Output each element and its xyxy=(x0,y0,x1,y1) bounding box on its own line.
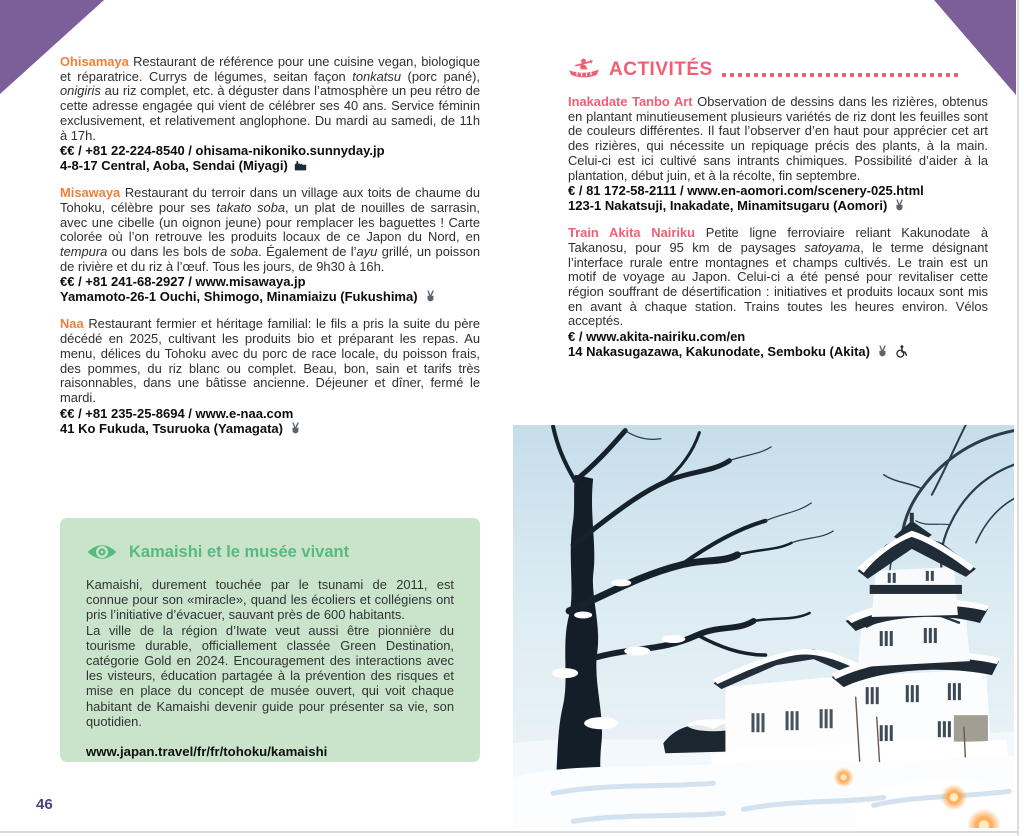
listing-contact: €€ / +81 235-25-8694 / www.e-naa.com xyxy=(60,405,294,421)
listing-body: Inakadate Tanbo Art Observation de dessins dans les rizières, obtenus en plantant minutieusement plusieurs variétés de riz dont les feuilles sont de couleurs différentes. Il faut l’observer d’en haut pour apprécier cet art des rizières, qui nécessite un repiquage précis des plants, à la main. Celui-ci est ici cultivé sans intrants chimiques. Possibilité d’aider à la plantation, début juin, et à la récolte, fin septembre. xyxy=(568,94,988,183)
listing xyxy=(568,95,988,213)
kamaishi-info-box xyxy=(60,518,480,762)
listing-body: Naa Restaurant fermier et héritage familial: le fils a pris la suite du père décédé en 2025, cultivant les produits bio et préparant les repas. Au menu, délices du Tohoku avec du porc de race locale, du poisson frais, des pommes, du riz blanc ou complet. Beau, bon, sain et tarifs très raisonnables, dans une bâtisse ancienne. Déjeuner et dîner, fermé le mardi. xyxy=(60,316,480,405)
victory-hand-icon xyxy=(893,199,906,212)
listing-name: Train Akita Nairiku xyxy=(568,225,696,241)
listing-address: Yamamoto-26-1 Ouchi, Shimogo, Minamiaizu (Fukushima) xyxy=(60,289,480,304)
listing-contact: € / www.akita-nairiku.com/en xyxy=(568,329,746,345)
listing-name: Inakadate Tanbo Art xyxy=(568,94,693,109)
dotted-leader xyxy=(722,73,962,77)
page-number: 46 xyxy=(36,796,53,813)
castle-photo xyxy=(513,425,1014,828)
listing-address: 14 Nakasugazawa, Kakunodate, Semboku (Akita) xyxy=(568,344,988,359)
info-box-paragraph: Kamaishi, durement touchée par le tsunami de 2011, est connue pour son «miracle», quand les écoliers et collégiens ont pris l’initiative d’évacuer, sauvant près de 600 habitants. xyxy=(86,577,454,623)
eye-icon xyxy=(86,542,118,562)
page-edge-bottom xyxy=(0,831,1017,833)
factory-icon xyxy=(294,159,307,172)
address-icons xyxy=(283,421,302,436)
listing-address: 4-8-17 Central, Aoba, Sendai (Miyagi) xyxy=(60,158,480,173)
listing-name: Ohisamaya xyxy=(60,54,129,69)
listing xyxy=(60,55,480,173)
listing-body: Misawaya Restaurant du terroir dans un village aux toits de chaume du Tohoku, célèbre pour ses takato soba, un plat de nouilles de sarrasin, avec une cibelle (un oignon jeune) pour remplacer les baguettes ! Carte colorée où l’on retrouve les produits locaux de ce Japon du Nord, en tempura ou dans les bols de soba. Également de l’ayu grillé, un poisson de rivière et du riz à l’œuf. Tous les jours, de 9h30 à 16h. xyxy=(60,185,480,274)
info-box-paragraph: La ville de la région d’Iwate veut aussi être pionnière du tourisme durable, officiallement classée Green Destination, catégorie Gold en 2024. Encouragement des interactions avec les visteurs, éducation partagée à la prévention des risques et mise en place du concept de musée ouvert, qui voit chaque habitant de Kamaishi devenir guide pour présenter sa vie, son quotidien. xyxy=(86,622,454,729)
listing-contact: €€ / +81 22-224-8540 / ohisama-nikoniko.sunnyday.jp xyxy=(60,143,385,159)
address-icons xyxy=(870,344,908,359)
wheelchair-icon xyxy=(895,345,908,358)
info-box-header xyxy=(86,542,454,562)
listing-address: 123-1 Nakatsuji, Inakadate, Minamitsugaru (Aomori) xyxy=(568,198,988,213)
left-column xyxy=(60,55,480,449)
listing-name: Naa xyxy=(60,316,84,332)
info-box-title: Kamaishi et le musée vivant xyxy=(129,542,350,561)
address-icons xyxy=(418,289,437,304)
canoe-icon xyxy=(568,58,600,80)
address-icons xyxy=(288,158,307,173)
listing-body: Train Akita Nairiku Petite ligne ferroviaire reliant Kakunodate à Takanosu, pour 95 km de paysages satoyama, le terme désignant l’interface rurale entre montagnes et champs cultivés. Le train est un motif de voyage au Japon. Celui-ci a été pensé pour revitaliser cette région souffrant de désertification : initiatives et produits locaux sont mis en avant à chaque station. Trains toutes les heures environ. Vélos acceptés. xyxy=(568,225,989,329)
listing-contact: € / 81 172-58-2111 / www.en-aomori.com/scenery-025.html xyxy=(568,183,924,199)
restaurant-listings xyxy=(60,55,480,436)
activities-header xyxy=(568,50,988,80)
victory-hand-icon xyxy=(289,422,302,435)
listing xyxy=(568,226,988,359)
section-title: ACTIVITÉS xyxy=(609,59,713,80)
right-column xyxy=(568,50,988,372)
listing xyxy=(60,317,480,435)
listing-contact: €€ / +81 241-68-2927 / www.misawaya.jp xyxy=(60,274,306,290)
listing xyxy=(60,186,480,304)
listing-address: 41 Ko Fukuda, Tsuruoka (Yamagata) xyxy=(60,421,480,436)
page-edge-right xyxy=(1017,0,1019,836)
victory-hand-icon xyxy=(424,290,437,303)
activity-listings xyxy=(568,95,988,359)
castle-photo-illustration xyxy=(513,425,1014,828)
victory-hand-icon xyxy=(876,345,889,358)
listing-body: Ohisamaya Restaurant de référence pour une cuisine vegan, biologique et réparatrice. Currys de légumes, seitan façon tonkatsu (porc pané), onigiris au riz complet, etc. à déguster dans l’atmosphère un peu rétro de cette adresse engagée qui vient de célébrer ses 40 ans. Service féminin exclusivement, et relativement anglophone. Du mardi au samedi, de 11h à 17h. xyxy=(60,54,480,143)
info-box-url: www.japan.travel/fr/fr/tohoku/kamaishi xyxy=(86,744,328,760)
listing-name: Misawaya xyxy=(60,185,121,201)
address-icons xyxy=(887,198,906,213)
